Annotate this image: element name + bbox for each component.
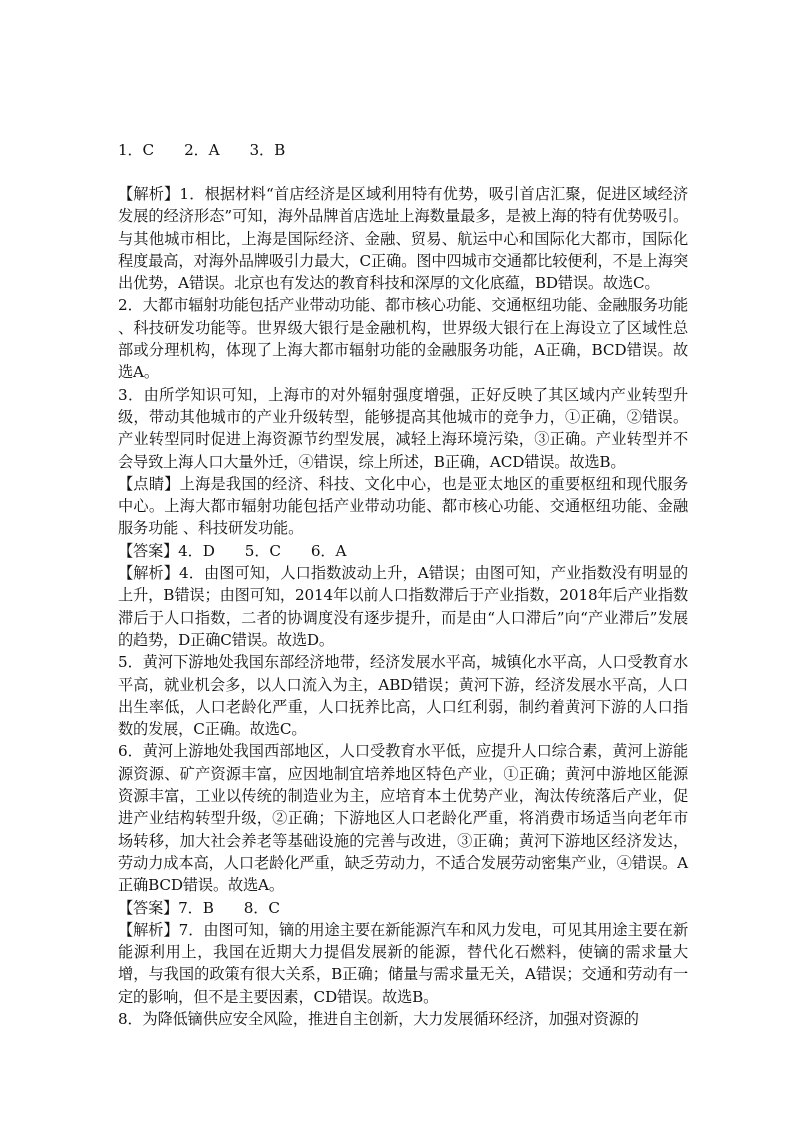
answer-explanation-body xyxy=(118,139,688,1030)
analysis-q4: 【解析】4．由图可知，人口指数波动上升，A错误；由图可知，产业指数没有明显的上升，B错误；由图可知，2014年以前人口指数滞后于产业指数，2018年后产业指数滞后于人口指数，二者的协调度没有逐步提升，而是由“人口滞后”向“产业滞后”发展的趋势，D正确C错误。故选D。 xyxy=(118,564,688,649)
analysis-q6: 6．黄河上游地处我国西部地区，人口受教育水平低，应提升人口综合素，黄河上游能源资源、矿产资源丰富，应因地制宜培养地区特色产业，①正确；黄河中游地区能源资源丰富，工业以传统的制造业为主，应培育本土优势产业，淘汰传统落后产业，促进产业结构转型升级，②正确；下游地区人口老龄化严重，将消费市场适当向老年市场转移，加大社会养老等基础设施的完善与改进，③正确；黄河下游地区经济发达，劳动力成本高，人口老龄化严重，缺乏劳动力，不适合发展劳动密集产业，④错误。A正确BCD错误。故选A。 xyxy=(118,742,688,895)
answer-key-4-6: 【答案】4．D 5．C 6．A xyxy=(118,541,347,560)
key-point-note: 【点睛】上海是我国的经济、科技、文化中心，也是亚太地区的重要枢纽和现代服务中心。上海大都市辐射功能包括产业带动功能、都市核心功能、交通枢纽功能、金融服务功能 、科技研发功能。 xyxy=(118,474,688,538)
analysis-q1: 【解析】1．根据材料“首店经济是区域利用特有优势，吸引首店汇聚，促进区域经济发展的经济形态”可知，海外品牌首店选址上海数量最多，是被上海的特有优势吸引。与其他城市相比，上海是国际经济、金融、贸易、航运中心和国际化大都市，国际化程度最高，对海外品牌吸引力最大，C正确。图中四城市交通都比较便利，不是上海突出优势，A错误。北京也有发达的教育科技和深厚的文化底蕴，BD错误。故选C。 xyxy=(118,185,688,293)
analysis-q8: 8．为降低镝供应安全风险，推进自主创新，大力发展循环经济，加强对资源的 xyxy=(118,1009,639,1028)
analysis-q5: 5．黄河下游地处我国东部经济地带，经济发展水平高，城镇化水平高，人口受教育水平高，就业机会多，以人口流入为主，ABD错误；黄河下游，经济发展水平高，人口出生率低，人口老龄化严重，人口抚养比高，人口红利弱，制约着黄河下游的人口指数的发展，C正确。故选C。 xyxy=(118,653,688,739)
analysis-q2: 2．大都市辐射功能包括产业带动功能、都市核心功能、交通枢纽功能、金融服务功能 、科技研发功能等。世界级大银行是金融机构，世界级大银行在上海设立了区域性总部或分理机构，体现了上海大都市辐射功能的金融服务功能，A正确，BCD错误。故选A。 xyxy=(118,296,688,382)
analysis-q3: 3．由所学知识可知，上海市的对外辐射强度增强，正好反映了其区域内产业转型升级，带动其他城市的产业升级转型，能够提高其他城市的竞争力，①正确，②错误。产业转型同时促进上海资源节约型发展，减轻上海环境污染，③正确。产业转型并不会导致上海人口大量外迁，④错误，综上所述，B正确，ACD错误。故选B。 xyxy=(118,385,688,471)
answer-key-line: 1．C 2．A 3．B xyxy=(118,141,286,159)
blank-gap xyxy=(118,161,688,183)
answer-key-7-8: 【答案】7．B 8．C xyxy=(118,898,280,917)
analysis-q7: 【解析】7．由图可知，镝的用途主要在新能源汽车和风力发电，可见其用途主要在新能源利用上，我国在近期大力提倡发展新的能源，替代化石燃料，使镝的需求量大增，与我国的政策有很大关系，B正确；储量与需求量无关，A错误；交通和劳动有一定的影响，但不是主要因素，CD错误。故选B。 xyxy=(118,920,688,1006)
